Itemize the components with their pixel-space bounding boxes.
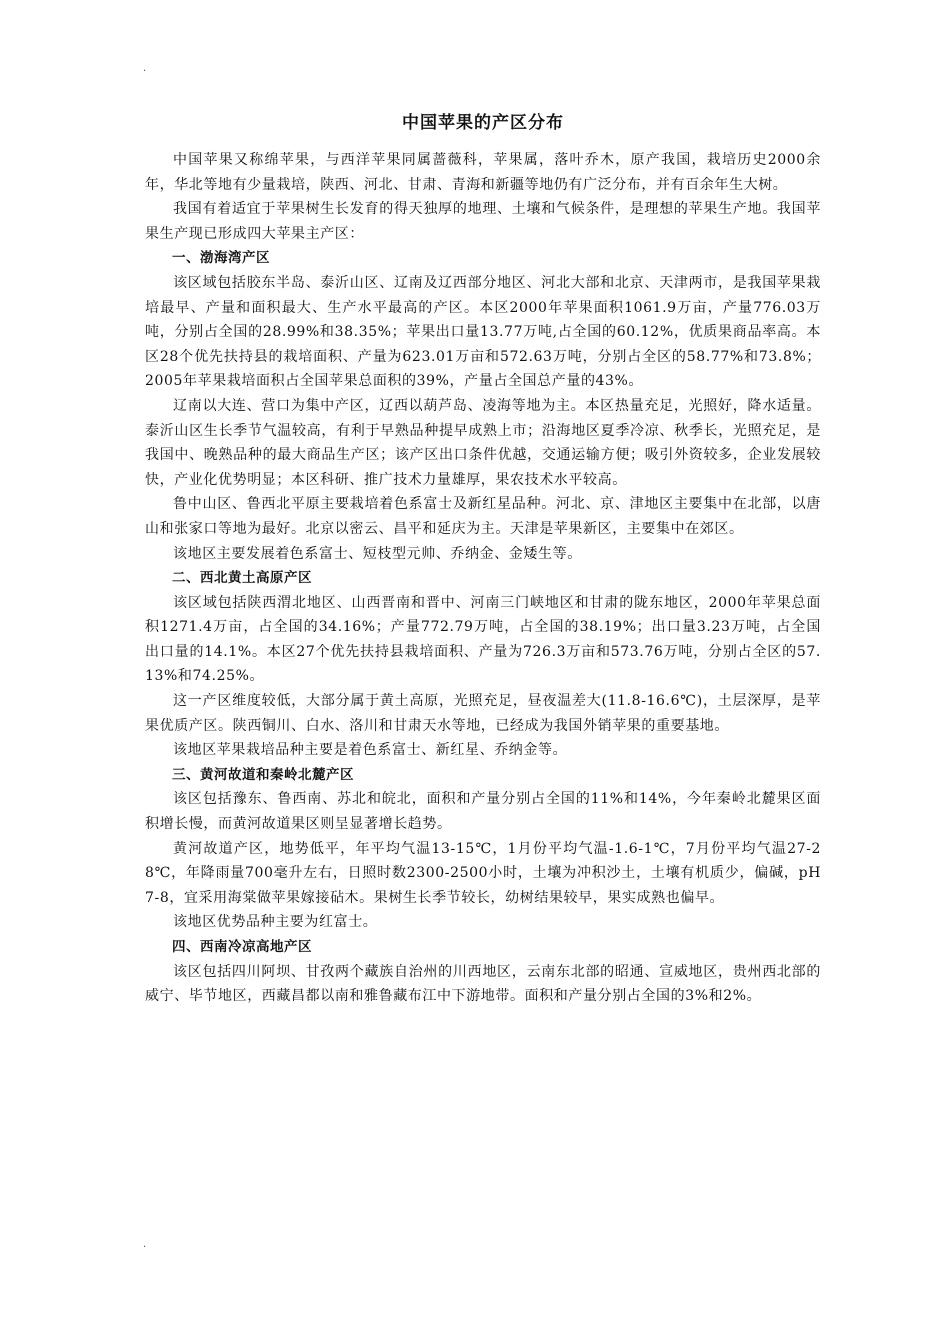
bottom-margin-mark: . — [143, 1239, 147, 1250]
section-heading: 四、西南冷凉高地产区 — [172, 939, 312, 955]
section-northwest-loess — [145, 566, 821, 763]
section-paragraph: 该区包括豫东、鲁西南、苏北和皖北，面积和产量分别占全国的11%和14%，今年秦岭北麓果区面积增长慢，而黄河故道果区则呈显著增长趋势。 — [145, 791, 821, 833]
top-margin-mark: . — [143, 63, 147, 74]
section-heading: 二、西北黄土高原产区 — [172, 570, 312, 587]
section-paragraph: 黄河故道产区，地势低平，年平均气温13-15℃，1月份平均气温-1.6-1℃，7月份平均气温27-28℃，年降雨量700毫升左右，日照时数2300-2500小时，土壤为冲积沙土，土壤有机质少，偏碱，pH7-8，宜采用海棠做苹果嫁接砧木。果树生长季节较长，幼树结果较早，果实成熟也偏早。 — [145, 840, 821, 906]
section-paragraph: 该地区苹果栽培品种主要是着色系富士、新红星、乔纳金等。 — [173, 742, 568, 759]
section-paragraph: 鲁中山区、鲁西北平原主要栽培着色系富士及新红星品种。河北、京、津地区主要集中在北部，以唐山和张家口等地为最好。北京以密云、昌平和延庆为主。天津是苹果新区，主要集中在郊区。 — [145, 496, 821, 537]
intro-paragraph: 中国苹果又称绵苹果，与西洋苹果同属蔷薇科，苹果属，落叶乔木，原产我国，栽培历史2000余年，华北等地有少量栽培，陕西、河北、甘肃、青海和新疆等地仍有广泛分布，并有百余年生大树。 — [145, 152, 821, 193]
section-paragraph: 该区域包括胶东半岛、泰沂山区、辽南及辽西部分地区、河北大部和北京、天津两市，是我国苹果栽培最早、产量和面积最大、生产水平最高的产区。本区2000年苹果面积1061.9万亩，产量776.03万吨，分别占全国的28.99%和38.35%；苹果出口量13.77万吨,占全国的60.12%，优质果商品率高。本区28个优先扶持县的栽培面积、产量为623.01万亩和572.63万吨，分别占全区的58.77%和73.8%；2005年苹果栽培面积占全国苹果总面积的39%，产量占全国总产量的43%。 — [145, 274, 821, 390]
section-yellow-river-qinling — [145, 763, 821, 935]
section-bohai-bay — [145, 246, 821, 566]
intro-paragraph: 我国有着适宜于苹果树生长发育的得天独厚的地理、土壤和气候条件，是理想的苹果生产地。我国苹果生产现已形成四大苹果主产区： — [145, 201, 821, 242]
section-paragraph: 该区域包括陕西渭北地区、山西晋南和晋中、河南三门峡地区和甘肃的陇东地区，2000年苹果总面积1271.4万亩，占全国的34.16%；产量772.79万吨，占全国的38.19%；出口量3.23万吨，占全国出口量的14.1%。本区27个优先扶持县栽培面积、产量为726.3万亩和573.76万吨，分别占全区的57.13%和74.25%。 — [145, 594, 821, 685]
section-paragraph: 辽南以大连、营口为集中产区，辽西以葫芦岛、凌海等地为主。本区热量充足，光照好，降水适量。泰沂山区生长季节气温较高，有利于早熟品种提早成熟上市；沿海地区夏季冷凉、秋季长，光照充足，是我国中、晚熟品种的最大商品生产区；该产区出口条件优越，交通运输方便；吸引外资较多，企业发展较快，产业化优势明显；本区科研、推广技术力量雄厚，果农技术水平较高。 — [145, 397, 821, 488]
section-paragraph: 这一产区维度较低，大部分属于黄土高原，光照充足，昼夜温差大(11.8-16.6℃)，土层深厚，是苹果优质产区。陕西铜川、白水、洛川和甘肃天水等地，已经成为我国外销苹果的重要基地。 — [145, 693, 821, 734]
section-heading: 一、渤海湾产区 — [172, 250, 270, 267]
document-title: 中国苹果的产区分布 — [402, 113, 564, 133]
section-paragraph: 该区包括四川阿坝、甘孜两个藏族自治州的川西地区，云南东北部的昭通、宣威地区，贵州西北部的威宁、毕节地区，西藏昌都以南和雅鲁藏布江中下游地带。面积和产量分别占全国的3%和2%。 — [145, 963, 821, 1005]
section-heading: 三、黄河故道和秦岭北麓产区 — [172, 766, 354, 783]
section-paragraph: 该地区主要发展着色系富士、短枝型元帅、乔纳金、金矮生等。 — [173, 545, 582, 562]
section-southwest-highland — [145, 935, 821, 1009]
section-paragraph: 该地区优势品种主要为红富士。 — [173, 914, 378, 931]
document-page — [145, 108, 821, 1009]
